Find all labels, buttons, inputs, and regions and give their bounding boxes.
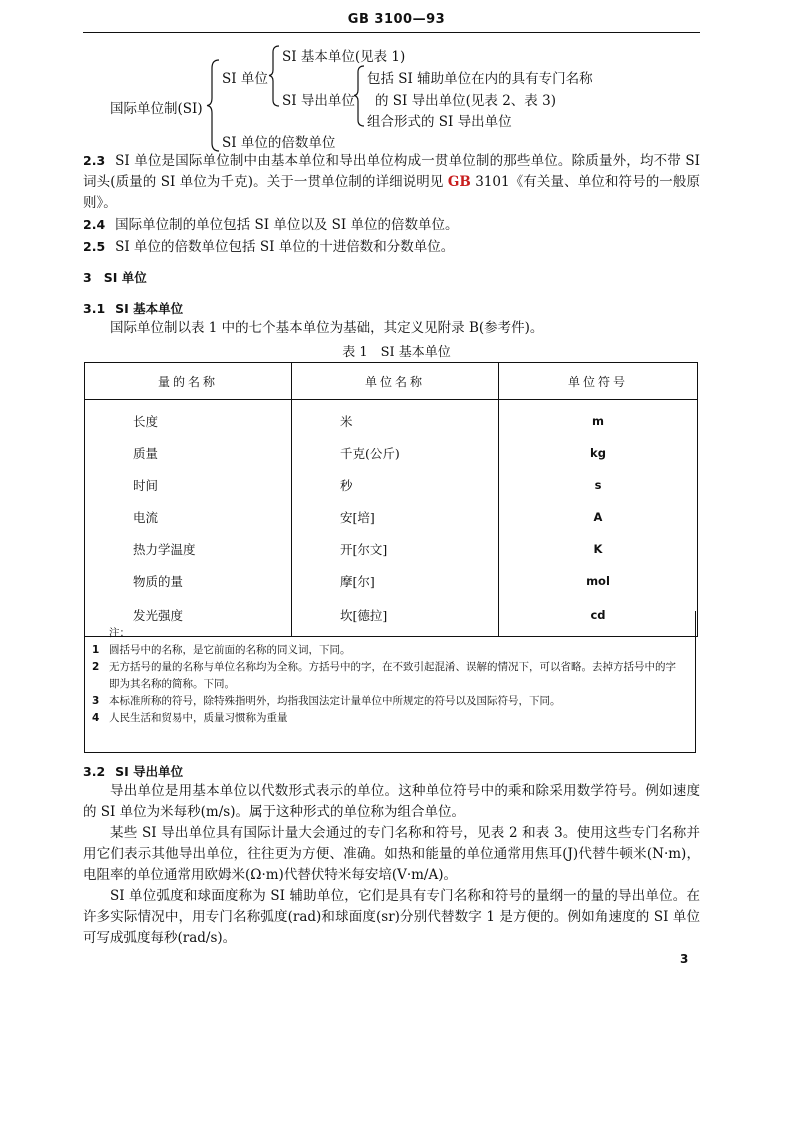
section-3-1-text: 国际单位制以表 1 中的七个基本单位为基础，其定义见附录 B(参考件)。 (110, 320, 544, 336)
section-number: 2.4 (83, 217, 106, 232)
table-row (85, 400, 698, 438)
table-row (85, 437, 698, 469)
section-3-1-heading (83, 298, 700, 320)
header-quantity: 量的名称 (85, 363, 292, 400)
table-header-row (85, 363, 698, 400)
cell-unit-symbol: K (499, 533, 698, 565)
note-item: 2 无方括号的量的名称与单位名称均为全称。方括号中的字，在不致引起混淆、误解的情况下，可以省略。去掉方括号中的字 (92, 661, 676, 673)
cell-unit-symbol: mol (499, 565, 698, 597)
cell-unit-name: 米 (292, 400, 499, 438)
brace-root (205, 58, 221, 153)
section-title: SI 基本单位 (115, 301, 184, 316)
section-3-2-para1: 导出单位是用基本单位以代数形式表示的单位。这种单位符号中的乘和除采用数学符号。例如速度的 SI 单位为米每秒(m/s)。属于这种形式的单位称为组合单位。 (83, 783, 700, 820)
section-text: SI 单位是国际单位制中由基本单位和导出单位构成一贯单位制的那些单位。除质量外，均不带 SI 词头(质量的 SI 单位为千克)。关于一贯单位制的详细说明见 (83, 153, 700, 190)
cell-unit-symbol: A (499, 501, 698, 533)
reference-link[interactable]: GB (447, 174, 471, 190)
diagram-special-line1: 包括 SI 辅助单位在内的具有专门名称 (367, 71, 593, 87)
section-text-cont: 3101《有关量、单位和符号的一般原则》。 (83, 174, 700, 211)
diagram-root: 国际单位制(SI) (110, 101, 203, 117)
note-text: 圆括号中的名称，是它前面的名称的同义词，下同。 (109, 644, 351, 656)
table-row (85, 565, 698, 597)
page-number: 3 (680, 952, 689, 966)
diagram-combined: 组合形式的 SI 导出单位 (367, 114, 512, 130)
cell-unit-symbol: s (499, 469, 698, 501)
section-number: 2.3 (83, 153, 106, 168)
cell-quantity: 热力学温度 (85, 533, 292, 565)
section-number: 3.2 (83, 764, 106, 779)
cell-quantity: 时间 (85, 469, 292, 501)
section-text: 国际单位制的单位包括 SI 单位以及 SI 单位的倍数单位。 (115, 217, 459, 233)
cell-unit-name: 摩[尔] (292, 565, 499, 597)
cell-quantity: 电流 (85, 501, 292, 533)
cell-quantity: 质量 (85, 437, 292, 469)
section-3-2-para3: SI 单位弧度和球面度称为 SI 辅助单位，它们是具有专门名称和符号的量纲一的量的导出单位。在许多实际情况中，用专门名称弧度(rad)和球面度(sr)分别代替数字 1 是方便的。例如角速度的 SI 单位可写成弧度每秒(rad/s)。 (83, 888, 700, 946)
table-row (85, 469, 698, 501)
header-rule (83, 32, 700, 33)
note-item: 3 本标准所称的符号，除特殊指明外，均指我国法定计量单位中所规定的符号以及国际符号，下同。 (92, 695, 561, 707)
cell-quantity: 长度 (85, 400, 292, 438)
table-notes (84, 611, 696, 753)
diagram-si-units: SI 单位 (222, 71, 268, 87)
notes-label: 注： (109, 627, 130, 639)
cell-unit-name: 千克(公斤) (292, 437, 499, 469)
section-2-4 (83, 214, 700, 236)
section-number: 2.5 (83, 239, 106, 254)
cell-unit-name: 安[培] (292, 501, 499, 533)
section-number: 3.1 (83, 301, 106, 316)
cell-quantity: 发光强度 (85, 597, 292, 637)
brace-si-units (267, 44, 281, 108)
diagram-special-line2: 的 SI 导出单位(见表 2、表 3) (375, 93, 556, 109)
header-unit-name: 单位名称 (292, 363, 499, 400)
note-text: 无方括号的量的名称与单位名称均为全称。方括号中的字，在不致引起混淆、误解的情况下，可以省略。去掉方括号中的字 (109, 661, 676, 673)
base-units-table (84, 362, 698, 637)
section-text: SI 单位的倍数单位包括 SI 单位的十进倍数和分数单位。 (115, 239, 455, 255)
diagram-base-units: SI 基本单位(见表 1) (282, 49, 406, 65)
brace-derived (352, 64, 366, 128)
diagram-multiples: SI 单位的倍数单位 (222, 135, 336, 151)
note-item-continuation: 即为其名称的简称。下同。 (109, 678, 235, 690)
note-item: 4 人民生活和贸易中，质量习惯称为重量 (92, 712, 288, 724)
table-caption: 表 1 SI 基本单位 (342, 345, 451, 360)
section-number: 3 (83, 270, 92, 285)
section-title: SI 单位 (103, 270, 147, 285)
section-3-2-para2: 某些 SI 导出单位具有国际计量大会通过的专门名称和符号，见表 2 和表 3。使用这些专门名称并用它们表示其他导出单位，往往更为方便、准确。如热和能量的单位通常用焦耳(J)代替牛顿米(N·m)，电阻率的单位通常用欧姆米(Ω·m)代替伏特米每安培(V·m/A)。 (83, 825, 700, 883)
header-unit-symbol: 单位符号 (499, 363, 698, 400)
section-2-3 (83, 150, 700, 214)
note-text: 人民生活和贸易中，质量习惯称为重量 (109, 712, 288, 724)
cell-quantity: 物质的量 (85, 565, 292, 597)
document-header: GB 3100—93 (347, 12, 446, 27)
cell-unit-symbol: kg (499, 437, 698, 469)
note-item: 1 圆括号中的名称，是它前面的名称的同义词，下同。 (92, 644, 351, 656)
cell-unit-name: 坎[德拉] (292, 597, 499, 637)
table-row (85, 501, 698, 533)
note-text: 本标准所称的符号，除特殊指明外，均指我国法定计量单位中所规定的符号以及国际符号，下同。 (109, 695, 561, 707)
section-3-2-heading (83, 761, 700, 783)
table-row (85, 533, 698, 565)
cell-unit-symbol: cd (499, 597, 698, 637)
section-2-5 (83, 236, 700, 258)
diagram-derived-units: SI 导出单位 (282, 93, 355, 109)
section-title: SI 导出单位 (115, 764, 184, 779)
cell-unit-symbol: m (499, 400, 698, 438)
section-3-heading (83, 267, 700, 289)
cell-unit-name: 秒 (292, 469, 499, 501)
cell-unit-name: 开[尔文] (292, 533, 499, 565)
